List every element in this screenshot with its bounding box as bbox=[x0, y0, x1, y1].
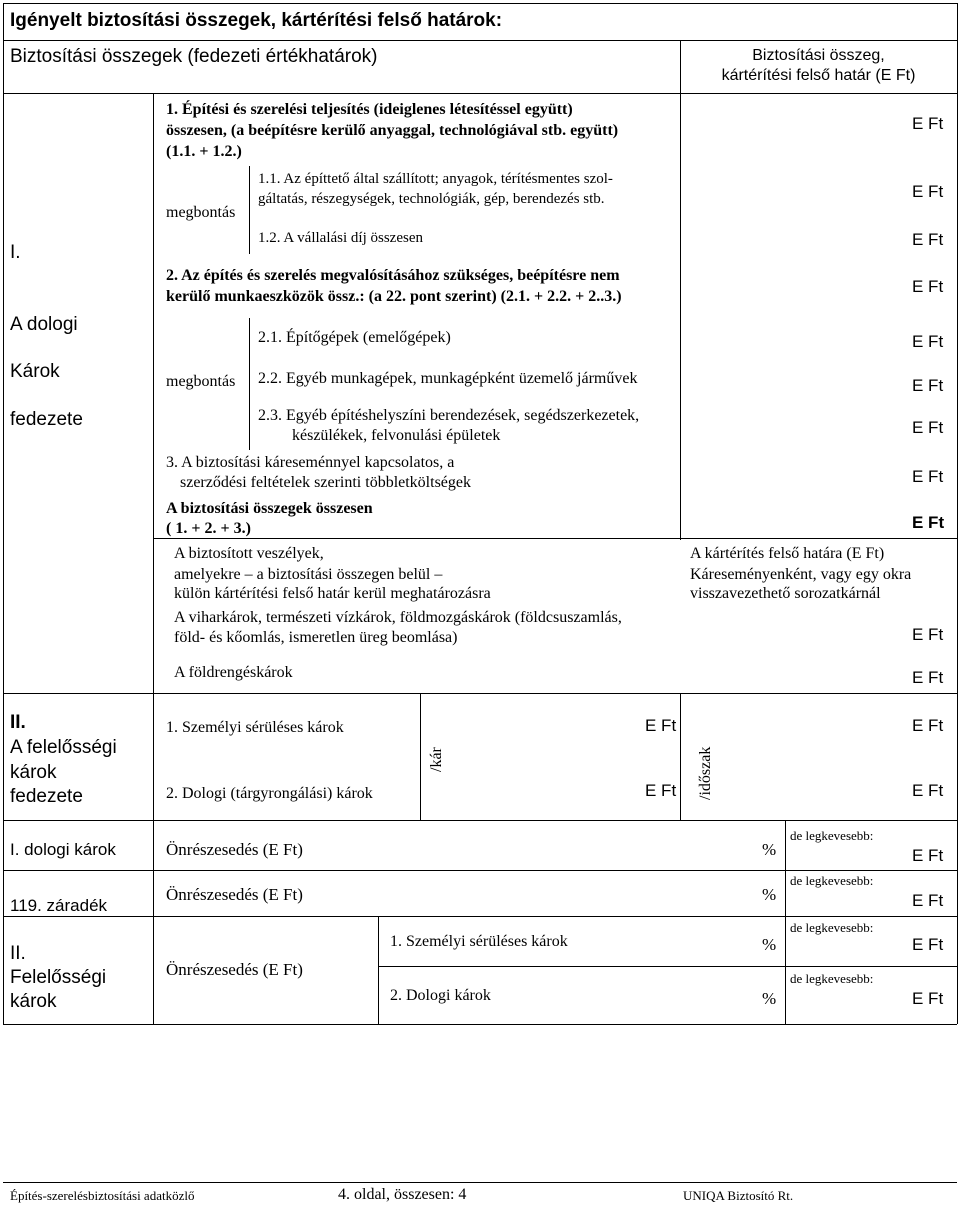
deductible-personal-unit: E Ft bbox=[912, 935, 944, 954]
item2-line1: 2. Az építés és szerelés megvalósításához szükséges, beépítésre nem bbox=[166, 267, 620, 284]
total-unit: E Ft bbox=[912, 513, 945, 532]
section-subtitle: Biztosítási összegek (fedezeti értékhatárok) bbox=[10, 46, 378, 67]
deductible-row1-label: I. dologi károk bbox=[10, 840, 116, 859]
deductible-row1-unit: E Ft bbox=[912, 846, 944, 865]
deductible-clause-min: de legkevesebb: bbox=[790, 873, 874, 888]
liability-personal: 1. Személyi sérüléses károk bbox=[166, 719, 344, 736]
deductible-clause-percent: % bbox=[762, 885, 777, 904]
item1-line1: 1. Építési és szerelési teljesítés (ideiglenes létesítéssel együtt) bbox=[166, 101, 573, 118]
per-kar-label bbox=[428, 742, 448, 802]
deductible-section2-line3: károk bbox=[10, 991, 57, 1012]
deductible-section2-line1: II. bbox=[10, 943, 26, 964]
item2-2-unit: E Ft bbox=[912, 376, 944, 395]
item1-1-line1: 1.1. Az építtető által szállított; anyagok, térítésmentes szol- bbox=[258, 171, 613, 187]
liability-property-period-unit: E Ft bbox=[912, 781, 944, 800]
item2-2: 2.2. Egyéb munkagépek, munkagépként üzemelő járművek bbox=[258, 370, 638, 387]
deductible-row1-text: Önrészesedés (E Ft) bbox=[166, 840, 303, 859]
risks-line3: külön kártérítési felső határ kerül meghatározásra bbox=[174, 585, 491, 602]
item2-1: 2.1. Építőgépek (emelőgépek) bbox=[258, 329, 451, 346]
storm-unit: E Ft bbox=[912, 625, 944, 644]
column-header-line1: Biztosítási összeg, bbox=[752, 47, 885, 64]
section1-label-line3: fedezete bbox=[10, 409, 83, 430]
deductible-liability-text: Önrészesedés (E Ft) bbox=[166, 960, 303, 979]
deductible-personal-min: de legkevesebb: bbox=[790, 920, 874, 935]
item1-unit: E Ft bbox=[912, 114, 944, 133]
item2-3-line2: készülékek, felvonulási épületek bbox=[292, 427, 501, 444]
item3-line2: szerződési feltételek szerinti többletköltségek bbox=[180, 474, 471, 491]
deductible-personal: 1. Személyi sérüléses károk bbox=[390, 933, 568, 950]
earthquake: A földrengéskárok bbox=[174, 664, 293, 681]
liability-personal-unit: E Ft bbox=[645, 716, 677, 735]
section2-label-line4: fedezete bbox=[10, 786, 83, 807]
item1-line2: összesen, (a beépítésre kerülő anyaggal, technológiával stb. együtt) bbox=[166, 122, 619, 139]
deductible-property-min: de legkevesebb: bbox=[790, 971, 874, 986]
storm-line1: A viharkárok, természeti vízkárok, földmozgáskárok (földcsuszamlás, bbox=[174, 609, 622, 626]
liability-property: 2. Dologi (tárgyrongálási) károk bbox=[166, 785, 373, 802]
per-idoszak-text: /időszak bbox=[697, 746, 714, 800]
section1-label-line1: A dologi bbox=[10, 314, 78, 335]
section2-label-line2: A felelősségi bbox=[10, 737, 117, 758]
limit-line1: A kártérítés felső határa (E Ft) bbox=[690, 545, 885, 562]
section2-label-line3: károk bbox=[10, 762, 57, 783]
total-line1: A biztosítási összegek összesen bbox=[166, 500, 373, 517]
item1-2: 1.2. A vállalási díj összesen bbox=[258, 230, 423, 246]
risks-line2: amelyekre – a biztosítási összegen belül – bbox=[174, 566, 443, 583]
deductible-personal-percent: % bbox=[762, 935, 777, 954]
footer-page: 4. oldal, összesen: 4 bbox=[338, 1186, 467, 1203]
deductible-row1-percent: % bbox=[762, 840, 777, 859]
section1-roman: I. bbox=[10, 242, 21, 263]
deductible-section2-line2: Felelősségi bbox=[10, 967, 107, 988]
item1-1-line2: gáltatás, részegységek, technológiák, gép, berendezés stb. bbox=[258, 191, 605, 207]
clause-label: 119. záradék bbox=[10, 896, 108, 915]
column-header-line2: kártérítési felső határ (E Ft) bbox=[721, 67, 916, 84]
liability-personal-period-unit: E Ft bbox=[912, 716, 944, 735]
item2-unit: E Ft bbox=[912, 277, 944, 296]
item2-3-line1: 2.3. Egyéb építéshelyszíni berendezések, segédszerkezetek, bbox=[258, 407, 640, 424]
per-kar-text: /kár bbox=[428, 747, 445, 772]
footer-right: UNIQA Biztosító Rt. bbox=[683, 1188, 794, 1203]
item2-line2: kerülő munkaeszközök össz.: (a 22. pont szerint) (2.1. + 2.2. + 2..3.) bbox=[166, 288, 622, 305]
risks-line1: A biztosított veszélyek, bbox=[174, 545, 324, 562]
item2-3-unit: E Ft bbox=[912, 418, 944, 437]
deductible-property-unit: E Ft bbox=[912, 989, 944, 1008]
per-idoszak-label bbox=[697, 746, 717, 880]
section2-label-line1: II. bbox=[10, 712, 26, 733]
item1-line3: (1.1. + 1.2.) bbox=[166, 143, 242, 160]
liability-property-unit: E Ft bbox=[645, 781, 677, 800]
page-title: Igényelt biztosítási összegek, kártérítési felső határok: bbox=[10, 10, 503, 31]
total-line2: ( 1. + 2. + 3.) bbox=[166, 520, 251, 537]
deductible-property-percent: % bbox=[762, 989, 777, 1008]
section1-label-line2: Károk bbox=[10, 361, 60, 382]
item2-1-unit: E Ft bbox=[912, 332, 944, 351]
earthquake-unit: E Ft bbox=[912, 668, 944, 687]
megbontas-2: megbontás bbox=[166, 373, 236, 390]
footer-left: Építés-szerelésbiztosítási adatközlő bbox=[10, 1188, 195, 1203]
item3-line1: 3. A biztosítási káreseménnyel kapcsolatos, a bbox=[166, 454, 455, 471]
deductible-clause-text: Önrészesedés (E Ft) bbox=[166, 885, 303, 904]
storm-line2: föld- és kőomlás, ismeretlen üreg beomlása) bbox=[174, 629, 458, 646]
limit-line3: visszavezethető sorozatkárnál bbox=[690, 585, 881, 602]
deductible-property: 2. Dologi károk bbox=[390, 987, 491, 1004]
item1-1-unit: E Ft bbox=[912, 182, 944, 201]
megbontas-1: megbontás bbox=[166, 204, 236, 221]
item1-2-unit: E Ft bbox=[912, 230, 944, 249]
deductible-clause-unit: E Ft bbox=[912, 891, 944, 910]
item3-unit: E Ft bbox=[912, 467, 944, 486]
deductible-row1-min: de legkevesebb: bbox=[790, 828, 874, 843]
limit-line2: Káreseményenként, vagy egy okra bbox=[690, 566, 912, 583]
